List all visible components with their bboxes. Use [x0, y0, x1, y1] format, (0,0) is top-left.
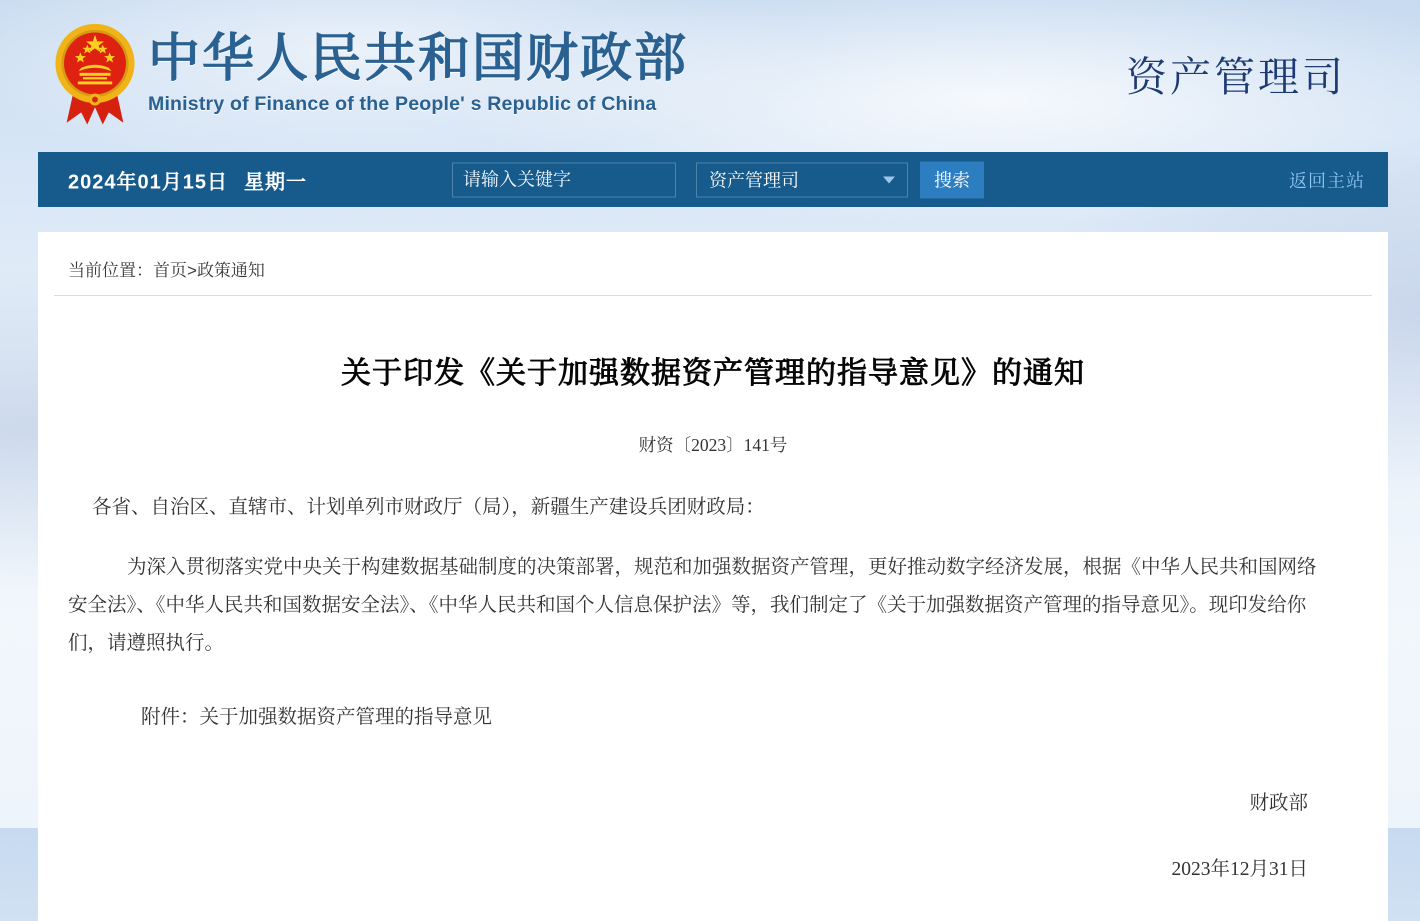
back-to-main-site-link[interactable]: 返回主站: [1289, 170, 1365, 191]
signature-date: 2023年12月31日: [1171, 859, 1308, 880]
breadcrumb-section-link[interactable]: 政策通知: [196, 261, 265, 280]
national-emblem-icon: [52, 14, 138, 130]
brand[interactable]: [52, 14, 688, 130]
attachment-line: 附件：关于加强数据资产管理的指导意见: [141, 707, 493, 728]
search-input[interactable]: [452, 162, 676, 197]
signature-org: 财政部: [1249, 793, 1308, 814]
site-title-en: Ministry of Finance of the People' s Republic of China: [148, 92, 657, 115]
document-paragraph: 为深入贯彻落实党中央关于构建数据基础制度的决策部署，规范和加强数据资产管理，更好推动数字经济发展，根据《中华人民共和国网络安全法》、《中华人民共和国数据安全法》、《中华人民共和国个人信息保护法》等，我们制定了《关于加强数据资产管理的指导意见》。现印发给你们，请遵照执行。: [68, 557, 1317, 654]
department-select[interactable]: [696, 162, 908, 197]
breadcrumb-divider: [54, 295, 1372, 296]
page-shell: [38, 0, 1388, 921]
brand-text: [148, 28, 688, 116]
breadcrumb-separator: >: [187, 261, 197, 280]
date-text: 2024年01月15日: [68, 171, 228, 193]
breadcrumb-label: 当前位置：: [68, 261, 153, 280]
site-header: [38, 0, 1388, 152]
weekday-text: 星期一: [243, 171, 307, 193]
addressee-line: 各省、自治区、直辖市、计划单列市财政厅（局），新疆生产建设兵团财政局：: [92, 497, 765, 518]
content-panel: [38, 232, 1388, 921]
signature-block: [38, 787, 1388, 881]
chevron-down-icon: [883, 176, 895, 183]
document-number: 财资〔2023〕141号: [638, 435, 788, 455]
department-select-value: 资产管理司: [709, 170, 799, 191]
search-button[interactable]: 搜索: [920, 161, 984, 198]
breadcrumb: [38, 232, 1388, 295]
document-body: [38, 489, 1388, 737]
site-title-zh: 中华人民共和国财政部: [148, 30, 689, 89]
navbar: [38, 152, 1388, 207]
document-title: 关于印发《关于加强数据资产管理的指导意见》的通知: [341, 357, 1085, 390]
breadcrumb-home-link[interactable]: 首页: [153, 261, 187, 280]
current-date: [68, 165, 307, 194]
department-title: 资产管理司: [1126, 54, 1346, 100]
